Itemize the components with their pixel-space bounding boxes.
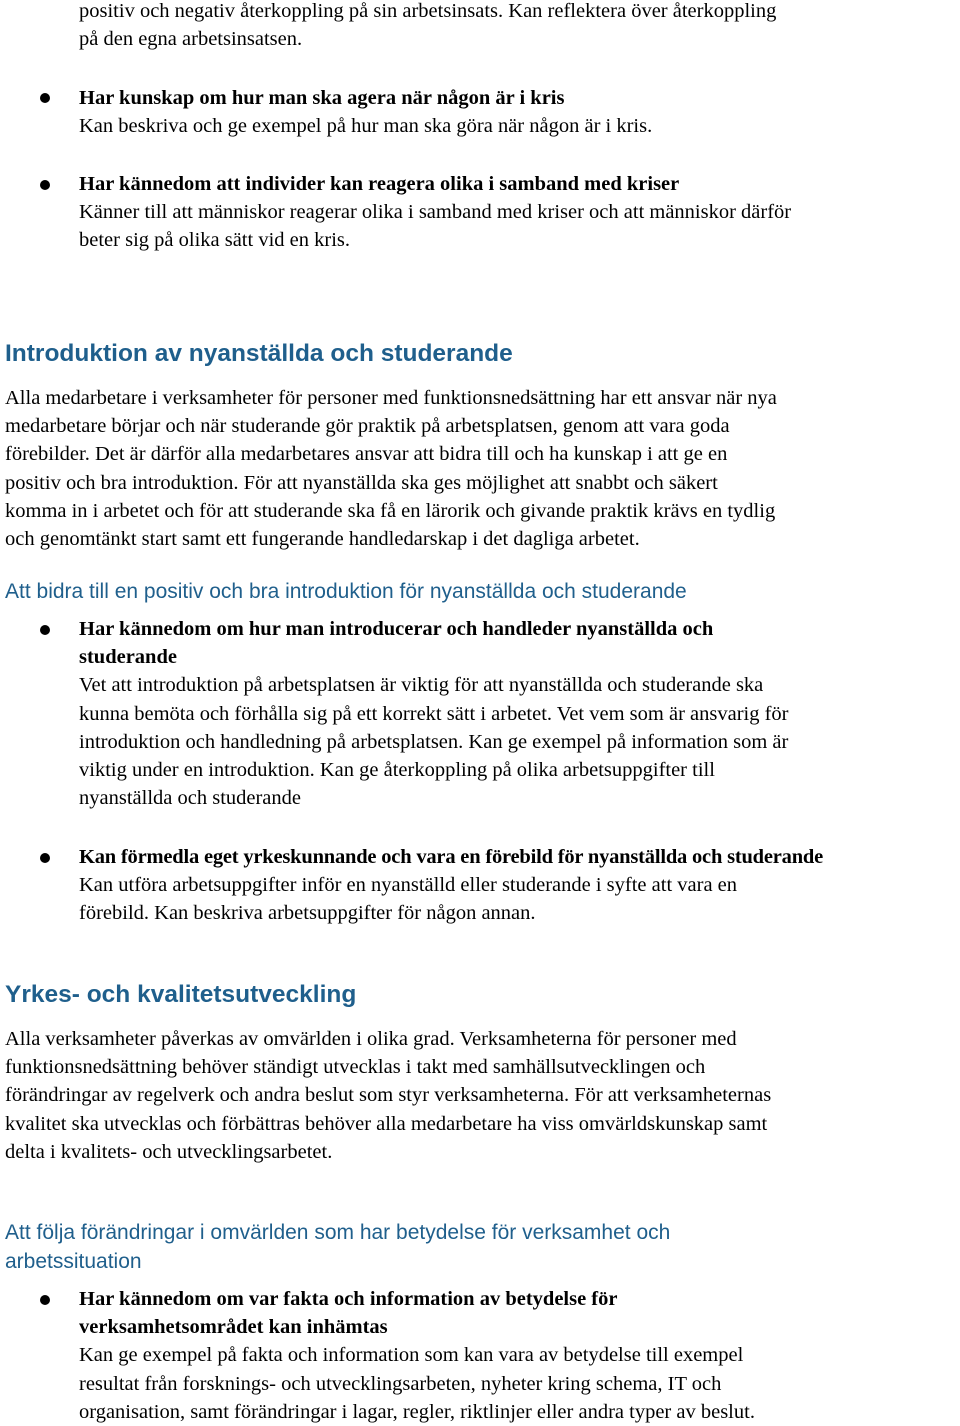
bullet-body: introduktion och handledning på arbetsplatsen. Kan ge exempel på information som är xyxy=(79,730,789,753)
bullet-heading: Har kännedom om hur man introducerar och handleder nyanställda och xyxy=(79,618,714,640)
quality-paragraph xyxy=(5,1025,955,1166)
text-line: Alla verksamheter påverkas av omvärlden i olika grad. Verksamheterna för personer med xyxy=(5,1028,737,1050)
bullet-heading: studerande xyxy=(79,646,177,669)
bullet-heading: verksamhetsområdet kan inhämtas xyxy=(79,1316,388,1339)
bullet-body: Kan utföra arbetsuppgifter inför en nyanställd eller studerande i syfte att vara en xyxy=(79,874,738,897)
bullet-heading: Kan förmedla eget yrkeskunnande och vara en förebild för nyanställda och studerande xyxy=(79,846,824,868)
bullet-body: kunna bemöta och förhålla sig på ett korrekt sätt i arbetet. Vet vem som är ansvarig för xyxy=(79,702,789,725)
bullet-icon xyxy=(40,853,50,863)
subheading-introduction: Att bidra till en positiv och bra introduktion för nyanställda och studerande xyxy=(5,580,687,603)
bullet-icon xyxy=(40,180,50,190)
bullet-item-crisis-action xyxy=(79,84,959,140)
bullet-icon xyxy=(40,1295,50,1305)
bullet-heading: Har kännedom att individer kan reagera olika i samband med kriser xyxy=(79,173,680,195)
intro-paragraph xyxy=(5,384,955,553)
bullet-body: viktig under en introduktion. Kan ge återkoppling på olika arbetsuppgifter till xyxy=(79,759,715,782)
bullet-body: beter sig på olika sätt vid en kris. xyxy=(79,229,350,252)
continuation-text xyxy=(79,0,959,53)
bullet-body: Kan beskriva och ge exempel på hur man ska göra när någon är i kris. xyxy=(79,115,653,138)
text-line: delta i kvalitets- och utvecklingsarbetet. xyxy=(5,1140,333,1163)
text-line: Alla medarbetare i verksamheter för personer med funktionsnedsättning har ett ansvar när nya xyxy=(5,387,777,409)
bullet-body: Kan ge exempel på fakta och information som kan vara av betydelse till exempel xyxy=(79,1344,744,1367)
bullet-body: nyanställda och studerande xyxy=(79,787,302,810)
text-line: kvalitet ska utvecklas och förbättras behöver alla medarbetare ha viss omvärldskunskap samt xyxy=(5,1112,768,1135)
bullet-heading: Har kännedom om var fakta och information av betydelse för xyxy=(79,1288,618,1310)
section-heading-introduction: Introduktion av nyanställda och studerande xyxy=(5,340,513,367)
subheading-line: arbetssituation xyxy=(5,1250,142,1273)
text-line: positiv och negativ återkoppling på sin arbetsinsats. Kan reflektera över återkoppling xyxy=(79,0,777,22)
bullet-item-crisis-reactions xyxy=(79,170,959,255)
text-line: förändringar av regelverk och andra beslut som styr verksamheterna. För att verksamheternas xyxy=(5,1084,772,1107)
text-line: positiv och bra introduktion. För att nyanställda ska ges möjlighet att snabbt och säkert xyxy=(5,471,718,494)
text-line: funktionsnedsättning behöver ständigt utvecklas i takt med samhällsutvecklingen och xyxy=(5,1056,706,1079)
bullet-heading: Har kunskap om hur man ska agera när någon är i kris xyxy=(79,87,565,109)
subheading-environment xyxy=(5,1218,670,1276)
bullet-body: förebild. Kan beskriva arbetsuppgifter för någon annan. xyxy=(79,902,536,925)
bullet-icon xyxy=(40,625,50,635)
bullet-item-role-model xyxy=(79,843,959,928)
bullet-body: resultat från forsknings- och utvecklingsarbeten, nyheter kring schema, IT och xyxy=(79,1372,722,1395)
text-line: på den egna arbetsinsatsen. xyxy=(79,28,303,51)
bullet-item-introduce-supervise xyxy=(79,615,959,812)
bullet-body: Känner till att människor reagerar olika i samband med kriser och att människor därför xyxy=(79,201,792,224)
bullet-body: Vet att introduktion på arbetsplatsen är viktig för att nyanställda och studerande ska xyxy=(79,674,764,697)
text-line: medarbetare börjar och när studerande gör praktik på arbetsplatsen, genom att vara goda xyxy=(5,415,730,438)
text-line: komma in i arbetet och för att studerande ska få en lärorik och givande praktik krävs en tydlig xyxy=(5,499,776,522)
bullet-body: organisation, samt förändringar i lagar, regler, riktlinjer eller andra typer av beslut. xyxy=(79,1400,755,1423)
subheading-line: Att följa förändringar i omvärlden som har betydelse för verksamhet och xyxy=(5,1221,671,1244)
bullet-item-facts-information xyxy=(79,1285,959,1426)
section-heading-quality: Yrkes- och kvalitetsutveckling xyxy=(5,981,357,1008)
text-line: förebilder. Det är därför alla medarbetares ansvar att bidra till och ha kunskap i att ge en xyxy=(5,443,728,466)
bullet-icon xyxy=(40,93,50,103)
text-line: och genomtänkt start samt ett fungerande handledarskap i det dagliga arbetet. xyxy=(5,528,640,551)
